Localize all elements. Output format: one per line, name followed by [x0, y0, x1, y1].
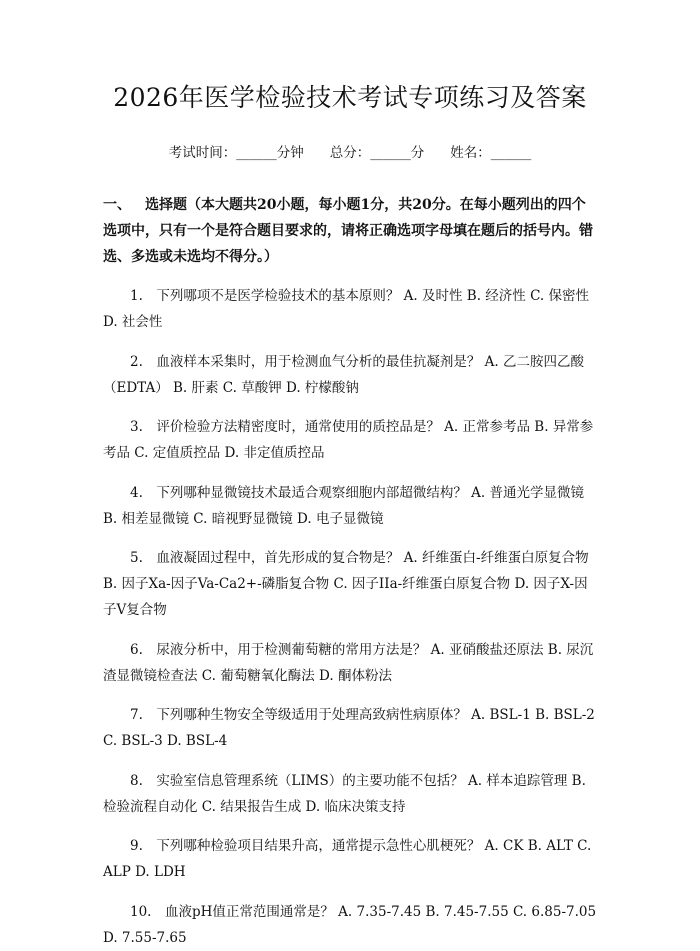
question-5: 5. 血液凝固过程中，首先形成的复合物是？ A. 纤维蛋白-纤维蛋白原复合物 B. 因子Xa-因子Va-Ca2+-磷脂复合物 C. 因子IIa-纤维蛋白原复合物 D. 因子X-因子V复合物: [103, 550, 589, 618]
question-1: 1. 下列哪项不是医学检验技术的基本原则？ A. 及时性 B. 经济性 C. 保密性 D. 社会性: [103, 288, 590, 330]
exam-time-field: 考试时间：______分钟: [168, 145, 304, 161]
section-number: 一、: [103, 197, 131, 213]
question-4: 4. 下列哪种显微镜技术最适合观察细胞内部超微结构？ A. 普通光学显微镜 B. 相差显微镜 C. 暗视野显微镜 D. 电子显微镜: [103, 484, 585, 527]
question-6: 6. 尿液分析中，用于检测葡萄糖的常用方法是？ A. 亚硝酸盐还原法 B. 尿沉渣显微镜检查法 C. 葡萄糖氧化酶法 D. 酮体粉法: [103, 641, 594, 684]
name-field: 姓名：______: [450, 145, 532, 161]
question-10: 10. 血液pH值正常范围通常是？ A. 7.35-7.45 B. 7.45-7.55 C. 6.85-7.05 D. 7.55-7.65: [103, 903, 597, 946]
question-8: 8. 实验室信息管理系统（LIMS）的主要功能不包括？ A. 样本追踪管理 B. 检验流程自动化 C. 结果报告生成 D. 临床决策支持: [103, 772, 586, 815]
question-list: [103, 283, 597, 951]
section-heading: [103, 192, 597, 270]
exam-meta: [103, 142, 597, 164]
page-title: 2026年医学检验技术考试专项练习及答案: [113, 83, 587, 112]
question-3: 3. 评价检验方法精密度时，通常使用的质控品是？ A. 正常参考品 B. 异常参考品 C. 定值质控品 D. 非定值质控品: [103, 419, 594, 461]
question-2: 2. 血液样本采集时，用于检测血气分析的最佳抗凝剂是？ A. 乙二胺四乙酸（EDTA） B. 肝素 C. 草酸钾 D. 柠檬酸钠: [103, 353, 585, 396]
section-instructions: 选择题（本大题共20小题，每小题1分，共20分。在每小题列出的四个选项中，只有一个是符合题目要求的，请将正确选项字母填在题后的括号内。错选、多选或未选均不得分。）: [103, 197, 593, 265]
question-7: 7. 下列哪种生物安全等级适用于处理高致病性病原体？ A. BSL-1 B. BSL-2 C. BSL-3 D. BSL-4: [103, 707, 595, 749]
question-9: 9. 下列哪种检验项目结果升高，通常提示急性心肌梗死？ A. CK B. ALT C. ALP D. LDH: [103, 838, 592, 880]
total-score-field: 总分：______分: [329, 145, 425, 161]
